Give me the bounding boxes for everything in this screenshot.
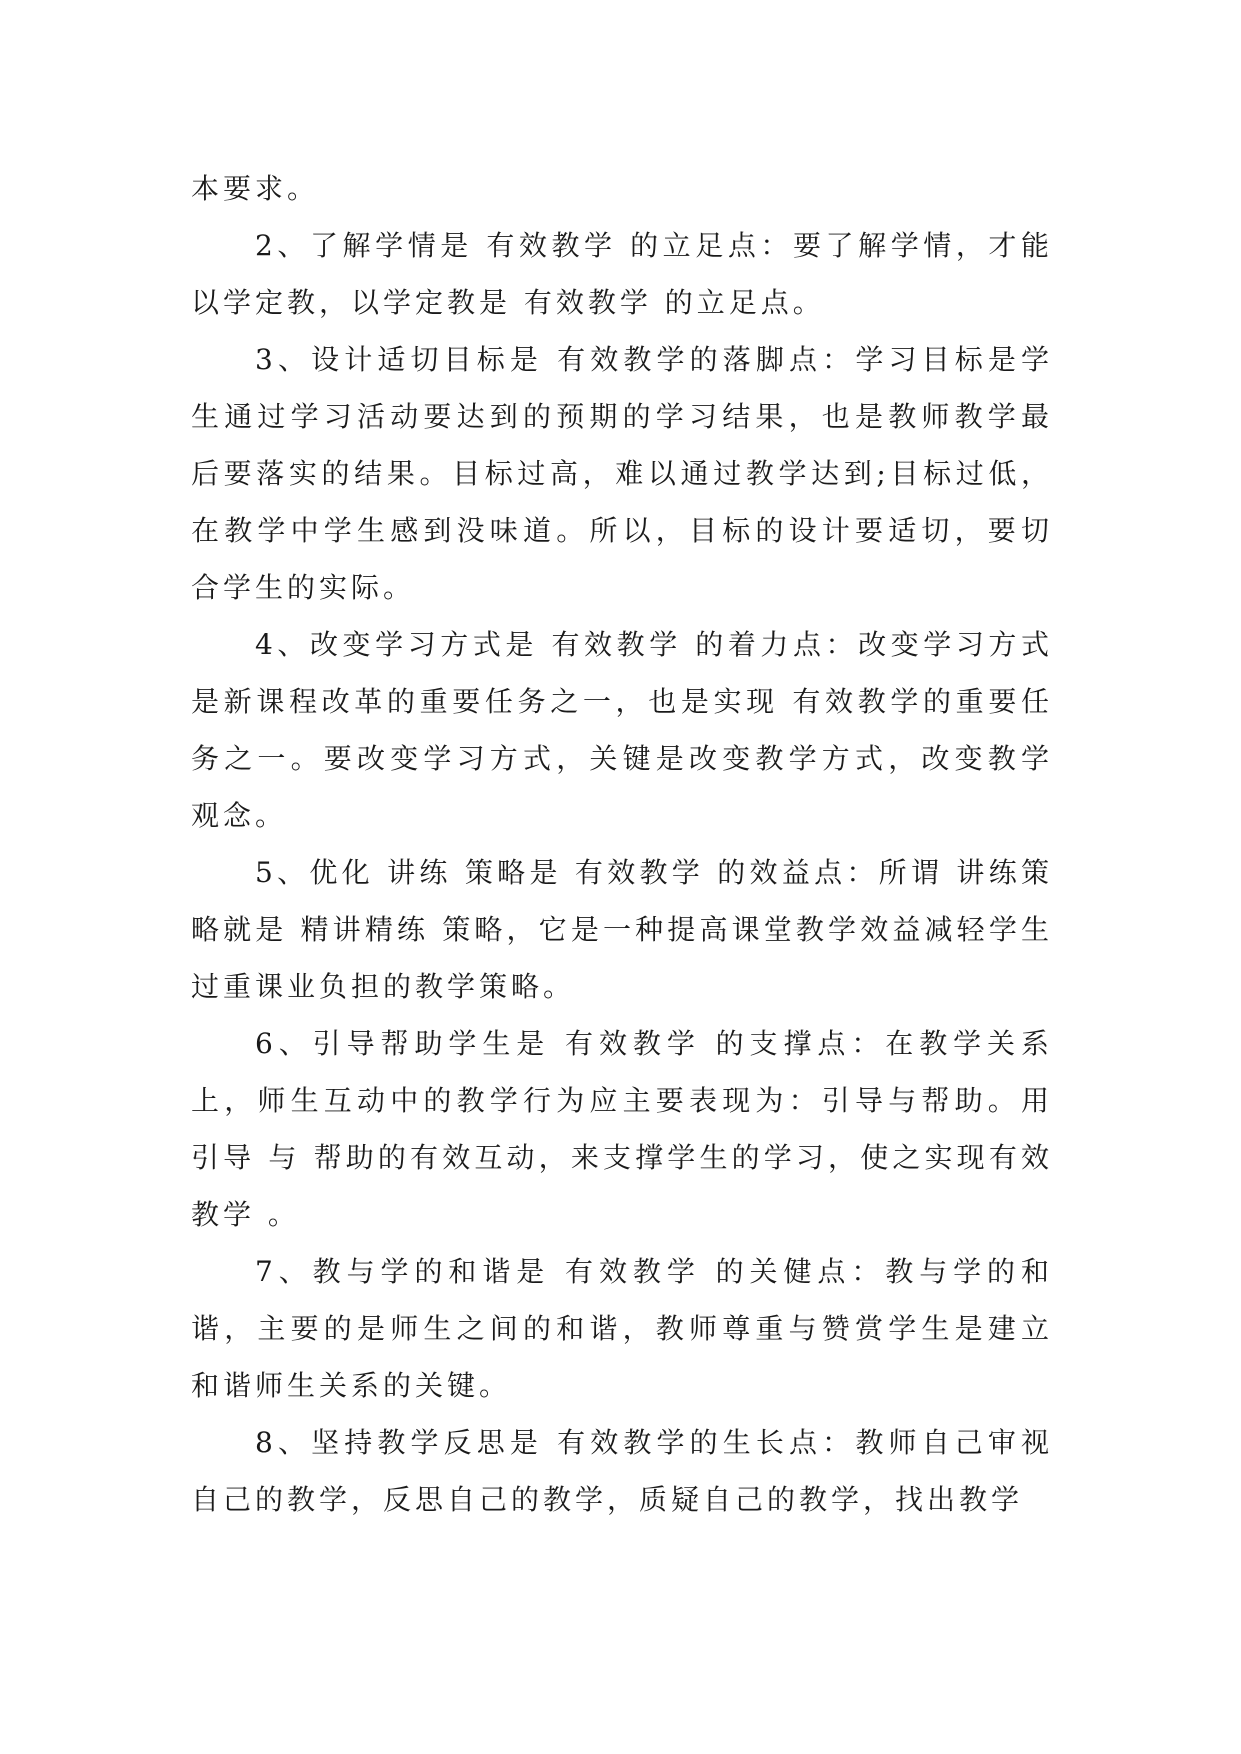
paragraph-item-2: 2、了解学情是 有效教学 的立足点：要了解学情，才能以学定教，以学定教是 有效教学 的立足点。 <box>191 229 1053 319</box>
paragraph-item-3: 3、设计适切目标是 有效教学的落脚点：学习目标是学生通过学习活动要达到的预期的学习结果，也是教师教学最后要落实的结果。目标过高，难以通过教学达到;目标过低，在教学中学生感到没味道。所以，目标的设计要适切，要切合学生的实际。 <box>191 343 1053 604</box>
paragraph-item-6: 6、引导帮助学生是 有效教学 的支撑点：在教学关系上，师生互动中的教学行为应主要表现为：引导与帮助。用引导 与 帮助的有效互动，来支撑学生的学习，使之实现有效教学 。 <box>191 1027 1053 1231</box>
paragraph-item-7: 7、教与学的和谐是 有效教学 的关健点：教与学的和谐，主要的是师生之间的和谐，教师尊重与赞赏学生是建立和谐师生关系的关键。 <box>191 1255 1053 1402</box>
paragraph-item-8: 8、坚持教学反思是 有效教学的生长点：教师自己审视自己的教学，反思自己的教学，质疑自己的教学，找出教学 <box>191 1426 1053 1516</box>
document-body <box>191 160 1053 1528</box>
paragraph-item-4: 4、改变学习方式是 有效教学 的着力点：改变学习方式是新课程改革的重要任务之一，也是实现 有效教学的重要任务之一。要改变学习方式，关键是改变教学方式，改变教学观念。 <box>191 628 1053 832</box>
paragraph-continuation: 本要求。 <box>191 172 320 205</box>
paragraph-item-5: 5、优化 讲练 策略是 有效教学 的效益点：所谓 讲练策略就是 精讲精练 策略，它是一种提高课堂教学效益减轻学生过重课业负担的教学策略。 <box>191 856 1053 1003</box>
